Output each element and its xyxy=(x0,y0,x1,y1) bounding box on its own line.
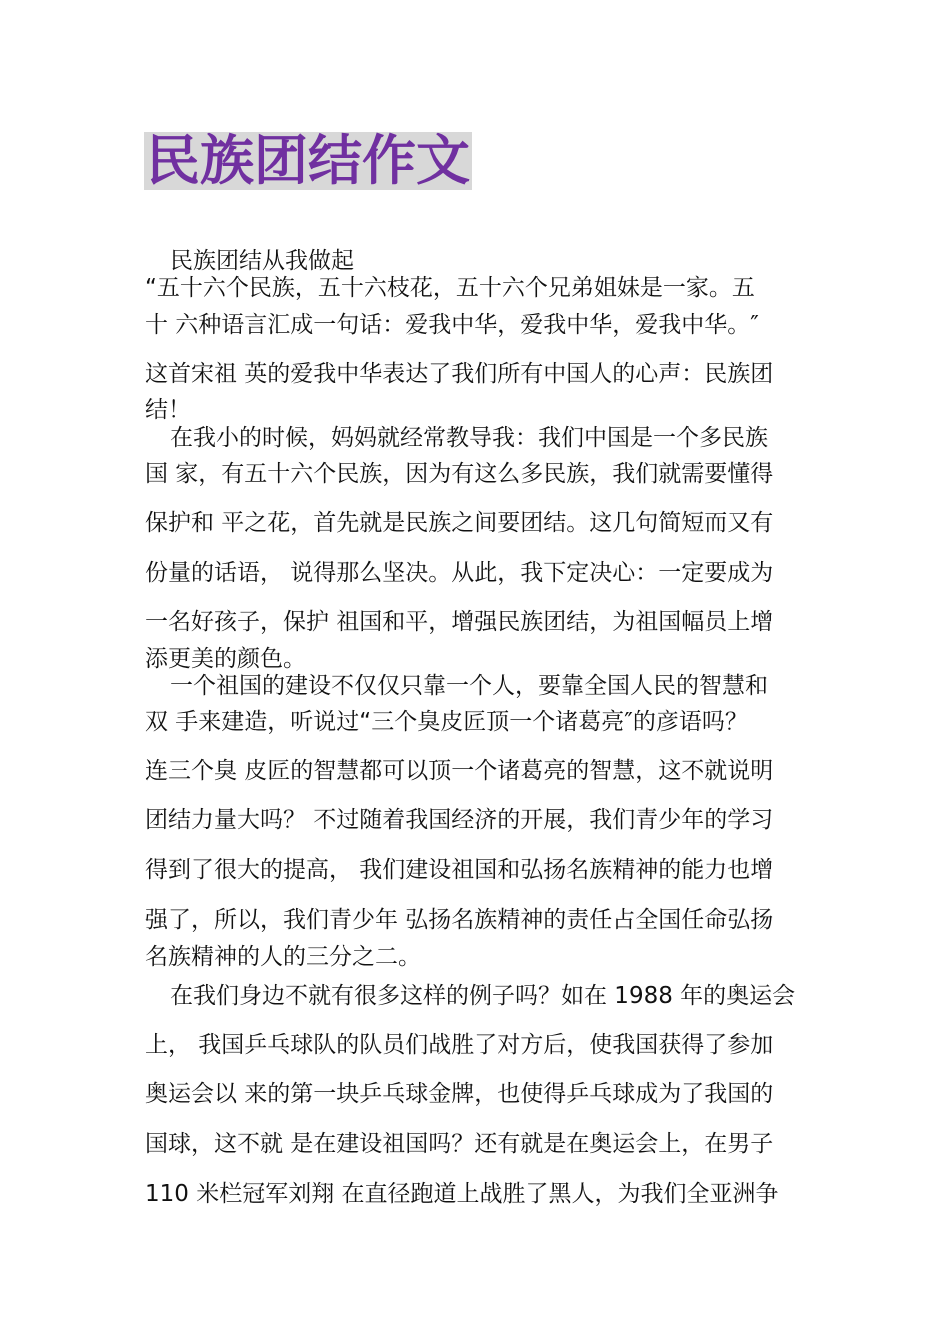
text-line: 这首宋祖 英的爱我中华表达了我们所有中国人的心声：民族团 xyxy=(145,361,774,387)
text-line: 保护和 平之花，首先就是民族之间要团结。这几句简短而又有 xyxy=(145,510,774,536)
text-line: 结！ xyxy=(145,397,191,423)
text-line: 一个祖国的建设不仅仅只靠一个人，要靠全国人民的智慧和 xyxy=(170,673,768,699)
text-line: 名族精神的人的三分之二。 xyxy=(145,944,421,970)
text-line: 连三个臭 皮匠的智慧都可以顶一个诸葛亮的智慧，这不就说明 xyxy=(145,758,774,784)
text-line: 强了，所以，我们青少年 弘扬名族精神的责任占全国任命弘扬 xyxy=(145,907,774,933)
subtitle-line: 民族团结从我做起 xyxy=(170,248,354,274)
text-line: 一名好孩子，保护 祖国和平，增强民族团结，为祖国幅员上增 xyxy=(145,609,774,635)
text-line: 上， 我国乒乓球队的队员们战胜了对方后，使我国获得了参加 xyxy=(145,1032,774,1058)
text-line: 在我们身边不就有很多这样的例子吗？如在 1988 年的奥运会 xyxy=(170,983,796,1009)
document-title: 民族团结作文 xyxy=(146,129,470,192)
text-line: 国球，这不就 是在建设祖国吗？还有就是在奥运会上，在男子 xyxy=(145,1131,774,1157)
text-line: 添更美的颜色。 xyxy=(145,646,306,672)
text-line: “五十六个民族，五十六枝花，五十六个兄弟姐妹是一家。五 xyxy=(145,275,755,301)
text-line: 在我小的时候，妈妈就经常教导我：我们中国是一个多民族 xyxy=(170,425,768,451)
text-line: 110 米栏冠军刘翔 在直径跑道上战胜了黑人，为我们全亚洲争 xyxy=(145,1181,779,1207)
text-line: 奥运会以 来的第一块乒乓球金牌，也使得乒乓球成为了我国的 xyxy=(145,1081,774,1107)
text-line: 得到了很大的提高， 我们建设祖国和弘扬名族精神的能力也增 xyxy=(145,857,774,883)
text-line: 双 手来建造，听说过“三个臭皮匠顶一个诸葛亮″的彦语吗？ xyxy=(145,709,748,735)
text-line: 国 家，有五十六个民族，因为有这么多民族，我们就需要懂得 xyxy=(145,461,774,487)
text-line: 份量的话语， 说得那么坚决。从此，我下定决心：一定要成为 xyxy=(145,560,774,586)
text-line: 团结力量大吗？ 不过随着我国经济的开展，我们青少年的学习 xyxy=(145,807,774,833)
text-line: 十 六种语言汇成一句话：爱我中华，爱我中华，爱我中华。″ xyxy=(145,312,759,338)
